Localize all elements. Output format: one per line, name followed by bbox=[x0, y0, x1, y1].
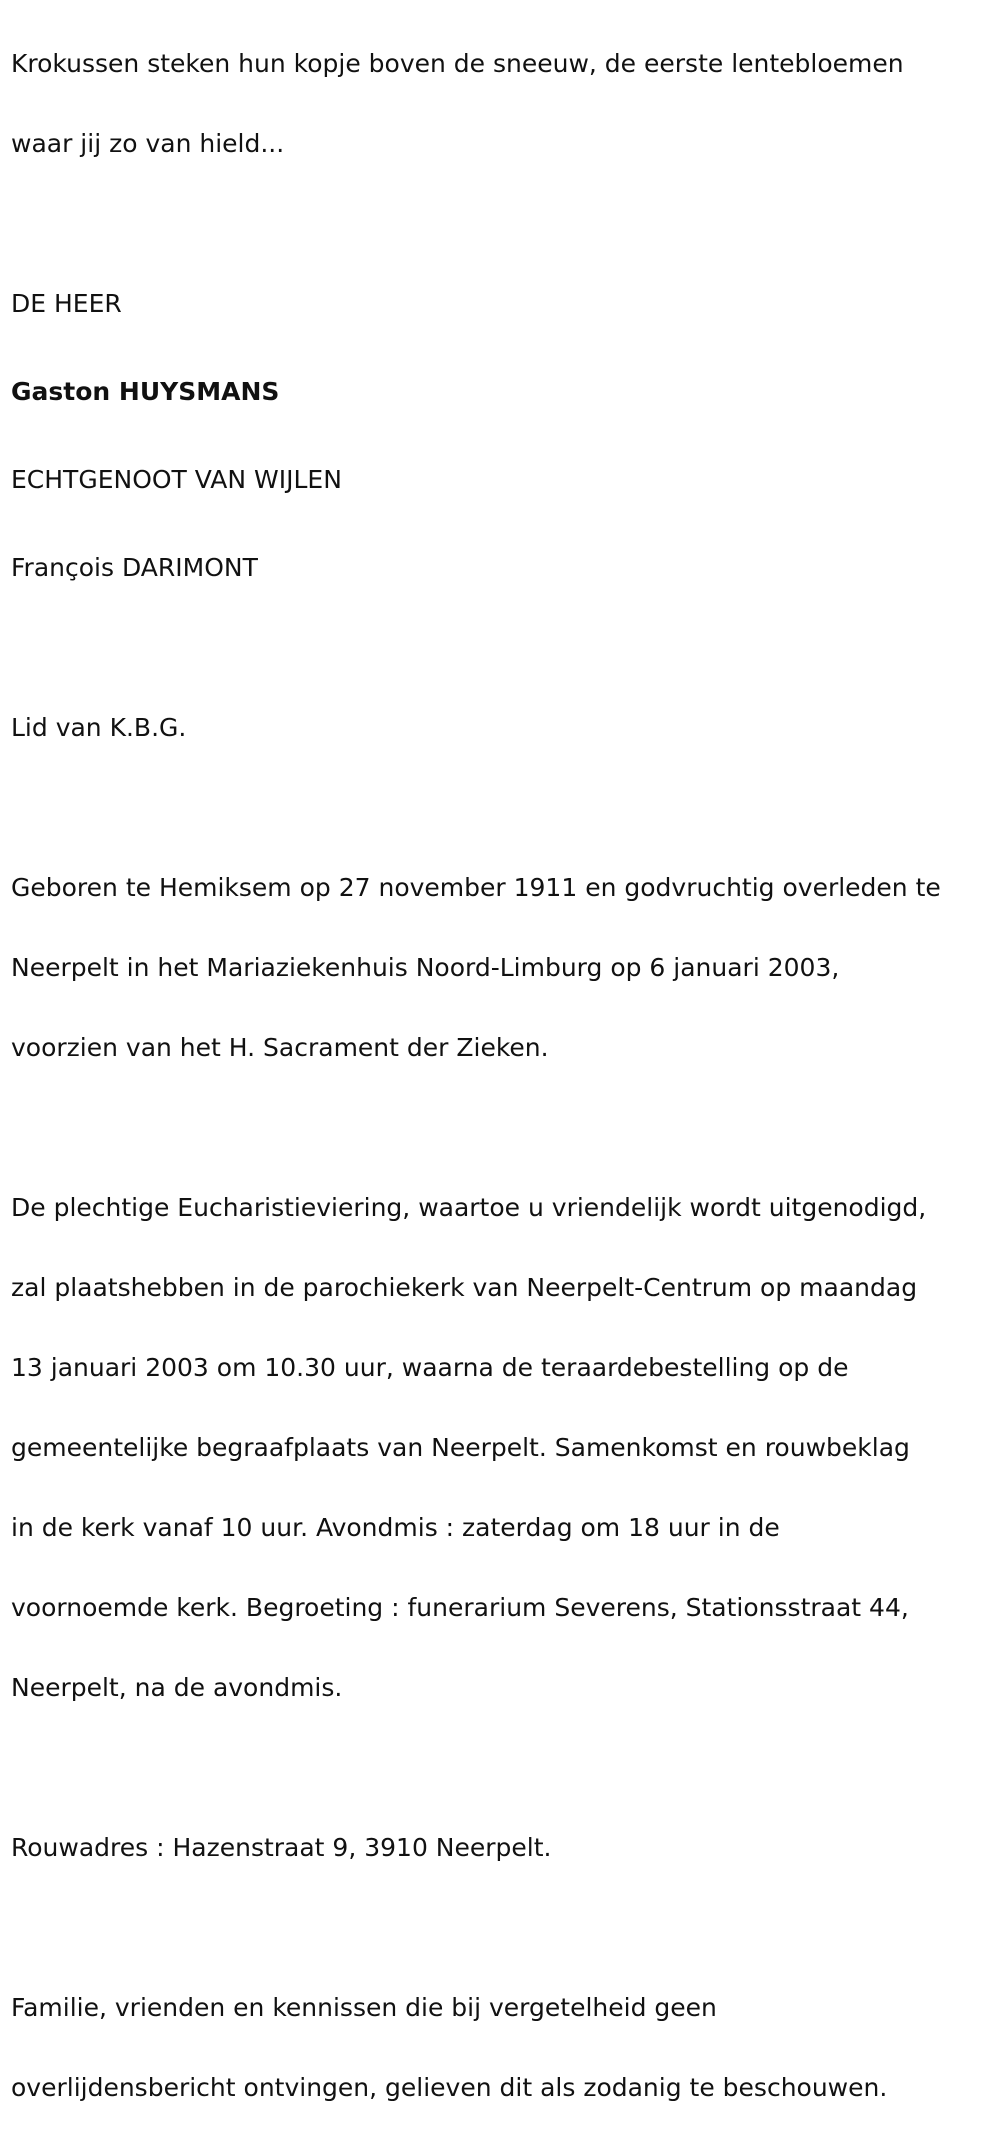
address-line: Rouwadres : Hazenstraat 9, 3910 Neerpelt. bbox=[11, 1833, 552, 1862]
intro-line-2: waar jij zo van hield... bbox=[11, 129, 285, 158]
closing-line-1: Familie, vrienden en kennissen die bij vergetelheid geen bbox=[11, 1993, 717, 2022]
ceremony-line-1: De plechtige Eucharistieviering, waartoe u vriendelijk wordt uitgenodigd, bbox=[11, 1193, 927, 1222]
intro-paragraph bbox=[11, 4, 1000, 204]
ceremony-line-6: voornoemde kerk. Begroeting : funerarium Severens, Stationsstraat 44, bbox=[11, 1593, 909, 1622]
birth-death-line-1: Geboren te Hemiksem op 27 november 1911 en godvruchtig overleden te bbox=[11, 873, 941, 902]
ceremony-line-2: zal plaatshebben in de parochiekerk van Neerpelt-Centrum op maandag bbox=[11, 1273, 918, 1302]
ceremony-line-5: in de kerk vanaf 10 uur. Avondmis : zaterdag om 18 uur in de bbox=[11, 1513, 780, 1542]
spouse-label: ECHTGENOOT VAN WIJLEN bbox=[11, 465, 342, 494]
ceremony-line-7: Neerpelt, na de avondmis. bbox=[11, 1673, 343, 1702]
address-paragraph bbox=[11, 1788, 1000, 1908]
birth-death-paragraph bbox=[11, 828, 1000, 1108]
ceremony-line-4: gemeentelijke begraafplaats van Neerpelt. Samenkomst en rouwbeklag bbox=[11, 1433, 910, 1462]
spouse-name: François DARIMONT bbox=[11, 553, 258, 582]
membership-paragraph bbox=[11, 668, 1000, 788]
ceremony-paragraph bbox=[11, 1148, 1000, 1748]
ceremony-line-3: 13 januari 2003 om 10.30 uur, waarna de teraardebestelling op de bbox=[11, 1353, 849, 1382]
deceased-name: Gaston HUYSMANS bbox=[11, 377, 280, 406]
closing-line-2: overlijdensbericht ontvingen, gelieven dit als zodanig te beschouwen. bbox=[11, 2073, 888, 2102]
birth-death-line-2: Neerpelt in het Mariaziekenhuis Noord-Limburg op 6 januari 2003, bbox=[11, 953, 840, 982]
deceased-block bbox=[11, 244, 1000, 628]
intro-line-1: Krokussen steken hun kopje boven de sneeuw, de eerste lentebloemen bbox=[11, 49, 904, 78]
birth-death-line-3: voorzien van het H. Sacrament der Zieken. bbox=[11, 1033, 549, 1062]
title-line: DE HEER bbox=[11, 289, 122, 318]
membership-line: Lid van K.B.G. bbox=[11, 713, 187, 742]
closing-paragraph bbox=[11, 1948, 1000, 2148]
